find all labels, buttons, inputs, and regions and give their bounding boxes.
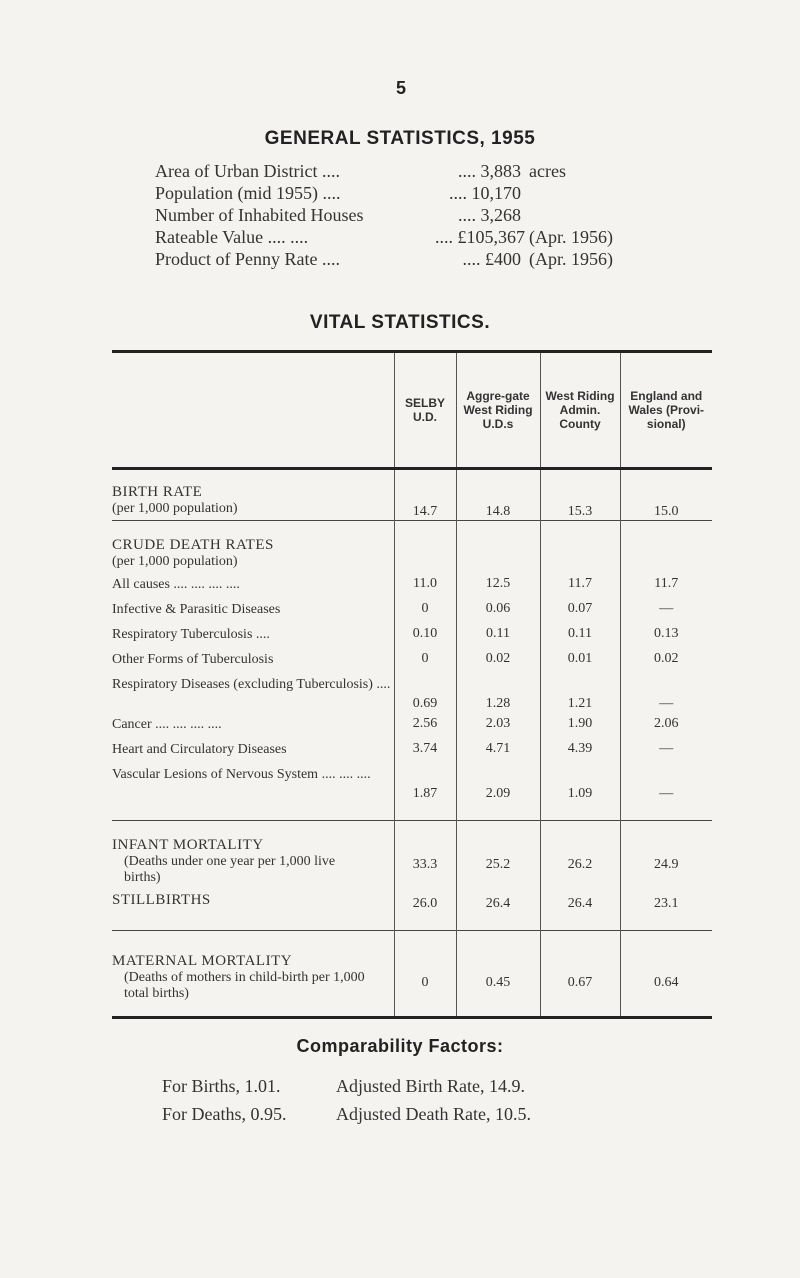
cell-value: 11.0	[394, 576, 456, 601]
cell-value: 0	[394, 651, 456, 676]
cell-value: 2.06	[620, 716, 712, 741]
cell-value: 14.7	[394, 484, 456, 521]
cell-value: —	[620, 741, 712, 766]
stat-value: .... £400	[462, 249, 521, 269]
cell-value: 1.28	[456, 676, 540, 716]
row-label: Other Forms of Tuberculosis	[112, 652, 274, 667]
cell-value: 0.02	[620, 651, 712, 676]
stat-unit: acres	[529, 161, 566, 181]
cell-value: 4.39	[540, 741, 620, 766]
stat-value: .... £105,367	[435, 227, 525, 247]
stat-unit	[521, 182, 529, 204]
section-subtitle: (Deaths under one year per 1,000 live births)	[124, 854, 336, 885]
cell-value: 0	[394, 953, 456, 1002]
page-number: 5	[396, 78, 407, 98]
cell-value: 0	[394, 601, 456, 626]
row-label: Cancer .... .... .... ....	[112, 717, 222, 732]
row-label: Respiratory Tuberculosis ....	[112, 627, 270, 642]
cell-value: 33.3	[394, 837, 456, 886]
table-row-birth-rate	[112, 484, 712, 521]
adjusted-rate: Adjusted Birth Rate, 14.9.	[336, 1076, 525, 1096]
cell-value: 2.09	[456, 766, 540, 806]
stat-row-penny-rate	[155, 248, 613, 270]
stat-label: Population (mid 1955) ....	[155, 183, 341, 203]
cell-value: 0.02	[456, 651, 540, 676]
cell-value: 11.7	[540, 576, 620, 601]
table-row	[112, 651, 712, 676]
cell-value: 26.0	[394, 886, 456, 931]
section-title-birth-rate: BIRTH RATE	[112, 484, 203, 500]
cell-value: 0.69	[394, 676, 456, 716]
general-statistics-list	[155, 160, 613, 270]
column-header-selby: SELBY U.D.	[394, 352, 456, 469]
cell-value: 0.06	[456, 601, 540, 626]
cell-value: 0.67	[540, 953, 620, 1002]
table-row	[112, 626, 712, 651]
cell-value: 11.7	[620, 576, 712, 601]
cell-value: 1.90	[540, 716, 620, 741]
stat-row-houses	[155, 204, 613, 226]
cell-value: 0.64	[620, 953, 712, 1002]
section-subtitle: (per 1,000 population)	[112, 554, 238, 569]
cell-value: 0.07	[540, 601, 620, 626]
comparability-title: Comparability Factors:	[296, 1036, 504, 1056]
table-row-stillbirths	[112, 886, 712, 931]
table-row	[112, 716, 712, 741]
stat-row-rateable-value	[155, 226, 613, 248]
stat-value: .... 3,883	[458, 161, 521, 181]
comparability-row-births	[162, 1072, 531, 1100]
stat-label: Number of Inhabited Houses	[155, 205, 364, 225]
row-label: Respiratory Diseases (excluding Tuberculosis) ....	[112, 677, 391, 692]
stat-label: Product of Penny Rate ....	[155, 249, 340, 269]
column-header-aggregate-west-riding: Aggre-gate West Riding U.D.s	[456, 352, 540, 469]
cell-value: 3.74	[394, 741, 456, 766]
cell-value: 1.09	[540, 766, 620, 806]
cell-value: —	[620, 766, 712, 806]
table-row-infant-mortality	[112, 837, 712, 886]
column-header-west-riding-county: West Riding Admin. County	[540, 352, 620, 469]
section-title-maternal-mortality: MATERNAL MORTALITY	[112, 953, 293, 969]
cell-value: 24.9	[620, 837, 712, 886]
cell-value: 0.11	[456, 626, 540, 651]
cell-value: 15.0	[620, 484, 712, 521]
cell-value: 26.2	[540, 837, 620, 886]
section-title-stillbirths: STILLBIRTHS	[112, 892, 211, 908]
stat-unit: (Apr. 1956)	[529, 249, 613, 269]
stat-unit: (Apr. 1956)	[529, 227, 613, 247]
table-row-maternal-mortality	[112, 953, 712, 1002]
vital-statistics-table	[112, 350, 712, 1019]
cell-value: 26.4	[540, 886, 620, 931]
column-header-england-wales: England and Wales (Provi-sional)	[620, 352, 712, 469]
vital-statistics-title: VITAL STATISTICS.	[309, 312, 491, 333]
cell-value: 1.87	[394, 766, 456, 806]
comparability-list	[162, 1072, 531, 1128]
table-row	[112, 766, 712, 806]
cell-value: 0.13	[620, 626, 712, 651]
stat-row-area	[155, 160, 613, 182]
stat-value: .... 3,268	[458, 205, 521, 225]
cell-value: 1.21	[540, 676, 620, 716]
comparability-factor: For Deaths, 0.95.	[162, 1104, 287, 1124]
cell-value: 2.03	[456, 716, 540, 741]
row-label: Vascular Lesions of Nervous System .... .... ....	[112, 767, 371, 782]
cell-value: 0.11	[540, 626, 620, 651]
section-title-crude-death-rates: CRUDE DEATH RATES	[112, 537, 274, 553]
cell-value: 4.71	[456, 741, 540, 766]
stat-label: Area of Urban District ....	[155, 161, 340, 181]
cell-value: 0.01	[540, 651, 620, 676]
section-subtitle: (Deaths of mothers in child-birth per 1,000 total births)	[124, 970, 365, 1001]
table-row	[112, 741, 712, 766]
adjusted-rate: Adjusted Death Rate, 10.5.	[336, 1104, 531, 1124]
row-label: Infective & Parasitic Diseases	[112, 602, 281, 617]
cell-value: 0.10	[394, 626, 456, 651]
table-header-row	[112, 352, 712, 469]
table-row-crude-death-heading	[112, 537, 712, 576]
stat-value: .... 10,170	[449, 183, 521, 203]
cell-value: 23.1	[620, 886, 712, 931]
cell-value: 12.5	[456, 576, 540, 601]
comparability-row-deaths	[162, 1100, 531, 1128]
table-row	[112, 676, 712, 716]
cell-value: 0.45	[456, 953, 540, 1002]
cell-value: 25.2	[456, 837, 540, 886]
comparability-factor: For Births, 1.01.	[162, 1076, 281, 1096]
stat-unit	[521, 204, 529, 226]
section-subtitle: (per 1,000 population)	[112, 501, 238, 516]
general-statistics-title: GENERAL STATISTICS, 1955	[264, 128, 536, 149]
stat-row-population	[155, 182, 613, 204]
stat-label: Rateable Value .... ....	[155, 227, 309, 247]
table-row	[112, 601, 712, 626]
row-label: All causes .... .... .... ....	[112, 577, 240, 592]
section-title-infant-mortality: INFANT MORTALITY	[112, 837, 264, 853]
cell-value: —	[620, 601, 712, 626]
row-label: Heart and Circulatory Diseases	[112, 742, 287, 757]
cell-value: 2.56	[394, 716, 456, 741]
cell-value: 15.3	[540, 484, 620, 521]
cell-value: 14.8	[456, 484, 540, 521]
cell-value: 26.4	[456, 886, 540, 931]
cell-value: —	[620, 676, 712, 716]
header-corner	[112, 352, 394, 469]
table-row	[112, 576, 712, 601]
